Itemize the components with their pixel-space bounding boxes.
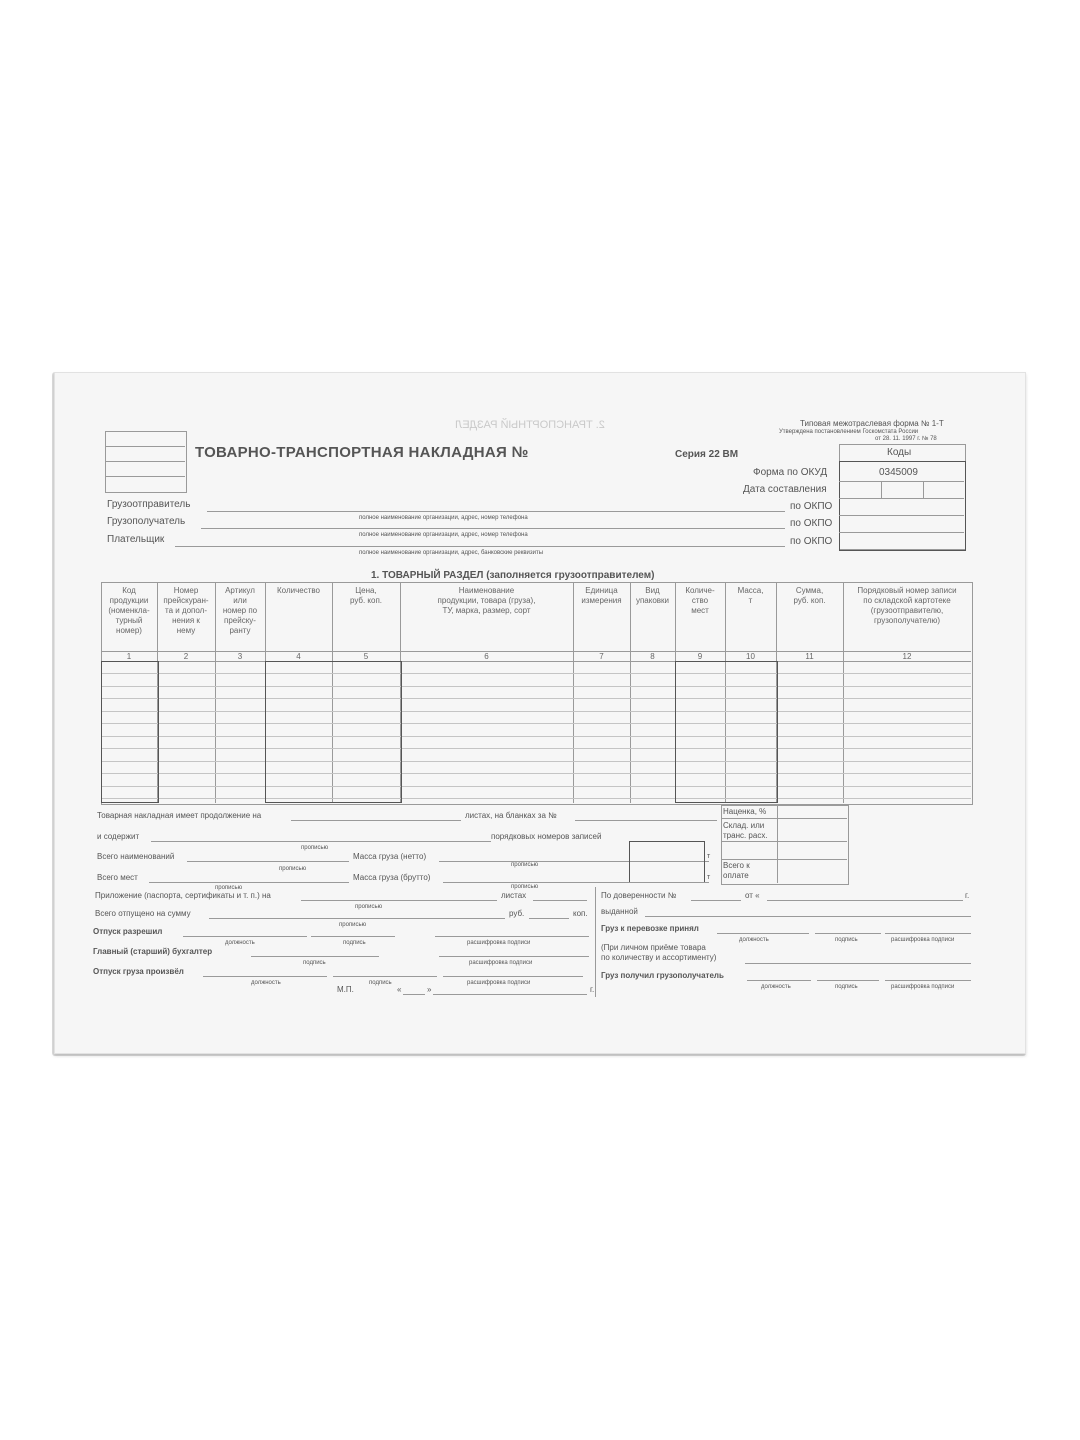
column-number: 10 bbox=[746, 652, 755, 661]
continuation-field[interactable] bbox=[291, 820, 461, 821]
cargo-released-position-field[interactable] bbox=[203, 976, 327, 977]
poa-date-field[interactable] bbox=[767, 900, 963, 901]
in-words-hint-3: прописью bbox=[279, 866, 307, 872]
column-number: 2 bbox=[183, 652, 189, 661]
sheets-on-forms-label: листах, на бланках за № bbox=[465, 811, 557, 820]
mass-net-label: Масса груза (нетто) bbox=[353, 852, 427, 861]
table-row[interactable] bbox=[101, 736, 971, 737]
tonnes-label-1: т bbox=[707, 853, 711, 860]
column-number: 9 bbox=[697, 652, 703, 661]
column-number: 4 bbox=[296, 652, 301, 661]
approved-by-label: Утверждена постановлением Госкомстата России bbox=[779, 429, 919, 435]
column-header: Сумма, руб. коп. bbox=[793, 586, 826, 605]
payer-label: Плательщик bbox=[107, 534, 165, 545]
released-sum-field[interactable] bbox=[209, 918, 505, 919]
column-header: Количе- ство мест bbox=[685, 586, 715, 615]
column-number: 8 bbox=[650, 652, 655, 661]
release-allowed-decoding-field[interactable] bbox=[435, 936, 589, 937]
column-header: Количество bbox=[277, 586, 320, 595]
section-title: 1. ТОВАРНЫЙ РАЗДЕЛ (заполняется грузоотправителем) bbox=[371, 570, 655, 581]
table-row[interactable] bbox=[101, 711, 971, 712]
cargo-received-position-field[interactable] bbox=[747, 980, 811, 981]
okpo-label-3: по ОКПО bbox=[790, 536, 833, 547]
cargo-accepted-position-field[interactable] bbox=[717, 933, 809, 934]
year-label: г. bbox=[590, 985, 595, 994]
number-row-divider bbox=[101, 661, 971, 662]
total-names-label: Всего наименований bbox=[97, 852, 175, 861]
signature-hint-5: подпись bbox=[835, 984, 858, 990]
stamp-label: М.П. bbox=[337, 985, 354, 994]
column-number: 12 bbox=[902, 652, 912, 661]
contains-field[interactable] bbox=[151, 841, 491, 842]
signature-divider bbox=[595, 887, 596, 997]
column-number: 1 bbox=[126, 652, 132, 661]
attachment-label: Приложение (паспорта, сертификаты и т. п.) на bbox=[95, 891, 271, 900]
released-sum-label: Всего отпущено на сумму bbox=[95, 909, 191, 918]
kop-field[interactable] bbox=[529, 918, 569, 919]
column-header: Цена, руб. коп. bbox=[349, 586, 383, 605]
issued-field[interactable] bbox=[645, 916, 971, 917]
highlighted-columns bbox=[675, 661, 778, 803]
shipper-label: Грузоотправитель bbox=[107, 499, 191, 510]
poa-number-field[interactable] bbox=[691, 900, 741, 901]
column-header: Код продукции (номенкла- турный номер) bbox=[108, 586, 150, 635]
total-names-field[interactable] bbox=[187, 861, 349, 862]
sheets-field[interactable] bbox=[533, 900, 587, 901]
date-close-quote: » bbox=[427, 985, 432, 994]
position-hint-1: должность bbox=[225, 940, 255, 946]
column-number: 7 bbox=[599, 652, 604, 661]
tonnes-label-2: т bbox=[707, 874, 711, 881]
column-header: Артикул или номер по прейску- ранту bbox=[222, 586, 258, 635]
release-allowed-position-field[interactable] bbox=[183, 936, 307, 937]
position-hint-4: должность bbox=[761, 984, 791, 990]
consignee-label: Грузополучатель bbox=[107, 516, 186, 527]
position-hint-2: должность bbox=[251, 980, 281, 986]
codes-header: Коды bbox=[887, 447, 912, 458]
mass-gross-field[interactable] bbox=[443, 882, 709, 883]
decoding-hint-2: расшифровка подписи bbox=[469, 960, 533, 966]
shipper-field[interactable] bbox=[207, 511, 785, 512]
continuation-label: Товарная накладная имеет продолжение на bbox=[97, 811, 262, 820]
mass-gross-label: Масса груза (брутто) bbox=[353, 873, 431, 882]
cargo-released-signature-field[interactable] bbox=[333, 976, 437, 977]
table-row[interactable] bbox=[101, 723, 971, 724]
day-field[interactable] bbox=[403, 994, 425, 995]
decoding-hint-5: расшифровка подписи bbox=[891, 984, 955, 990]
column-header: Вид упаковки bbox=[635, 586, 670, 605]
cargo-accepted-decoding-field[interactable] bbox=[885, 933, 971, 934]
signature-hint-3: подпись bbox=[369, 980, 392, 986]
consignee-hint: полное наименование организации, адрес, номер телефона bbox=[359, 532, 528, 538]
total-places-label: Всего мест bbox=[97, 873, 138, 882]
highlighted-columns bbox=[101, 661, 159, 803]
stamp-grid bbox=[105, 431, 187, 493]
mass-box[interactable] bbox=[629, 841, 705, 883]
personal-accept-field[interactable] bbox=[745, 963, 971, 964]
waybill-form bbox=[54, 372, 1026, 1054]
cargo-received-label: Груз получил грузополучатель bbox=[601, 971, 724, 980]
in-words-hint-7: прописью bbox=[339, 922, 367, 928]
warehouse-label: Склад. или транс. расх. bbox=[723, 821, 768, 840]
release-allowed-label: Отпуск разрешил bbox=[93, 927, 163, 936]
in-words-hint-5: прописью bbox=[215, 885, 243, 891]
contains-label: и содержит bbox=[97, 832, 140, 841]
in-words-hint-2: прописью bbox=[511, 862, 539, 868]
poa-year-label: г. bbox=[965, 891, 970, 900]
in-words-hint-4: прописью bbox=[511, 884, 539, 890]
shipper-hint: полное наименование организации, адрес, номер телефона bbox=[359, 515, 528, 521]
cargo-received-decoding-field[interactable] bbox=[885, 980, 971, 981]
okud-value[interactable]: 0345009 bbox=[879, 467, 918, 478]
total-places-field[interactable] bbox=[149, 882, 349, 883]
cargo-accepted-label: Груз к перевозке принял bbox=[601, 924, 699, 933]
cargo-released-label: Отпуск груза произвёл bbox=[93, 967, 184, 976]
poa-from-label: от « bbox=[745, 891, 760, 900]
issued-label: выданной bbox=[601, 907, 638, 916]
record-numbers-label: порядковых номеров записей bbox=[491, 832, 602, 841]
kop-label: коп. bbox=[573, 909, 588, 918]
decoding-hint-4: расшифровка подписи bbox=[891, 937, 955, 943]
release-allowed-signature-field[interactable] bbox=[311, 936, 395, 937]
signature-hint-2: подпись bbox=[303, 960, 326, 966]
column-header: Номер прейскуран- та и допол- нения к нему bbox=[163, 586, 209, 635]
consignee-field[interactable] bbox=[201, 528, 785, 529]
month-year-field[interactable] bbox=[433, 994, 587, 995]
okpo-label-1: по ОКПО bbox=[790, 501, 833, 512]
table-row[interactable] bbox=[101, 673, 971, 674]
table-row[interactable] bbox=[101, 761, 971, 762]
decoding-hint-3: расшифровка подписи bbox=[467, 980, 531, 986]
poa-label: По доверенности № bbox=[601, 891, 677, 900]
attachment-field[interactable] bbox=[301, 900, 497, 901]
cargo-accepted-signature-field[interactable] bbox=[815, 933, 881, 934]
table-row[interactable] bbox=[101, 698, 971, 699]
cargo-released-decoding-field[interactable] bbox=[443, 976, 583, 977]
column-header: Наименование продукции, товара (груза), ТУ, марка, размер, сорт bbox=[437, 586, 536, 615]
column-divider bbox=[630, 582, 631, 803]
decoding-hint-1: расшифровка подписи bbox=[467, 940, 531, 946]
chief-accountant-signature-field[interactable] bbox=[251, 956, 379, 957]
rub-label: руб. bbox=[509, 909, 525, 918]
position-hint-3: должность bbox=[739, 937, 769, 943]
column-number: 3 bbox=[237, 652, 243, 661]
form-title: ТОВАРНО-ТРАНСПОРТНАЯ НАКЛАДНАЯ № bbox=[195, 444, 529, 461]
approved-date-label: от 28. 11. 1997 г. № 78 bbox=[875, 436, 937, 442]
highlighted-columns bbox=[265, 661, 402, 803]
signature-hint-4: подпись bbox=[835, 937, 858, 943]
bleed-through-text: 2. ТРАНСПОРТНЫЙ РАЗДЕЛ bbox=[455, 419, 605, 431]
column-header: Масса, т bbox=[737, 586, 764, 605]
in-words-hint-1: прописью bbox=[301, 845, 329, 851]
column-number: 5 bbox=[363, 652, 369, 661]
column-header: Порядковый номер записи по складской картотеке (грузоотправителю, грузополучателю) bbox=[857, 586, 957, 625]
chief-accountant-label: Главный (старший) бухгалтер bbox=[93, 947, 213, 956]
table-row[interactable] bbox=[101, 686, 971, 687]
standard-form-label: Типовая межотраслевая форма № 1-Т bbox=[800, 419, 944, 428]
markup-label: Наценка, % bbox=[723, 807, 767, 816]
table-row[interactable] bbox=[101, 773, 971, 774]
payer-field[interactable] bbox=[175, 546, 785, 547]
table-row[interactable] bbox=[101, 748, 971, 749]
date-label: Дата составления bbox=[743, 484, 827, 495]
column-header: Единица измерения bbox=[581, 586, 622, 605]
signature-hint-1: подпись bbox=[343, 940, 366, 946]
date-open-quote: « bbox=[397, 985, 402, 994]
table-row[interactable] bbox=[101, 786, 971, 787]
series-label: Серия 22 ВМ bbox=[675, 449, 739, 460]
cargo-received-signature-field[interactable] bbox=[817, 980, 879, 981]
column-divider bbox=[573, 582, 574, 803]
column-number: 6 bbox=[484, 652, 489, 661]
column-number: 11 bbox=[805, 652, 814, 661]
okud-label: Форма по ОКУД bbox=[753, 467, 828, 478]
okpo-label-2: по ОКПО bbox=[790, 518, 833, 529]
in-words-hint-6: прописью bbox=[355, 904, 383, 910]
payer-hint: полное наименование организации, адрес, банковские реквизиты bbox=[359, 550, 544, 556]
total-pay-label: Всего к оплате bbox=[723, 861, 750, 880]
table-row[interactable] bbox=[101, 798, 971, 799]
personal-accept-label: (При личном приёме товара по количеству и ассортименту) bbox=[601, 943, 717, 962]
sheets-label: листах bbox=[501, 891, 527, 900]
chief-accountant-decoding-field[interactable] bbox=[439, 956, 589, 957]
forms-number-field[interactable] bbox=[575, 820, 717, 821]
